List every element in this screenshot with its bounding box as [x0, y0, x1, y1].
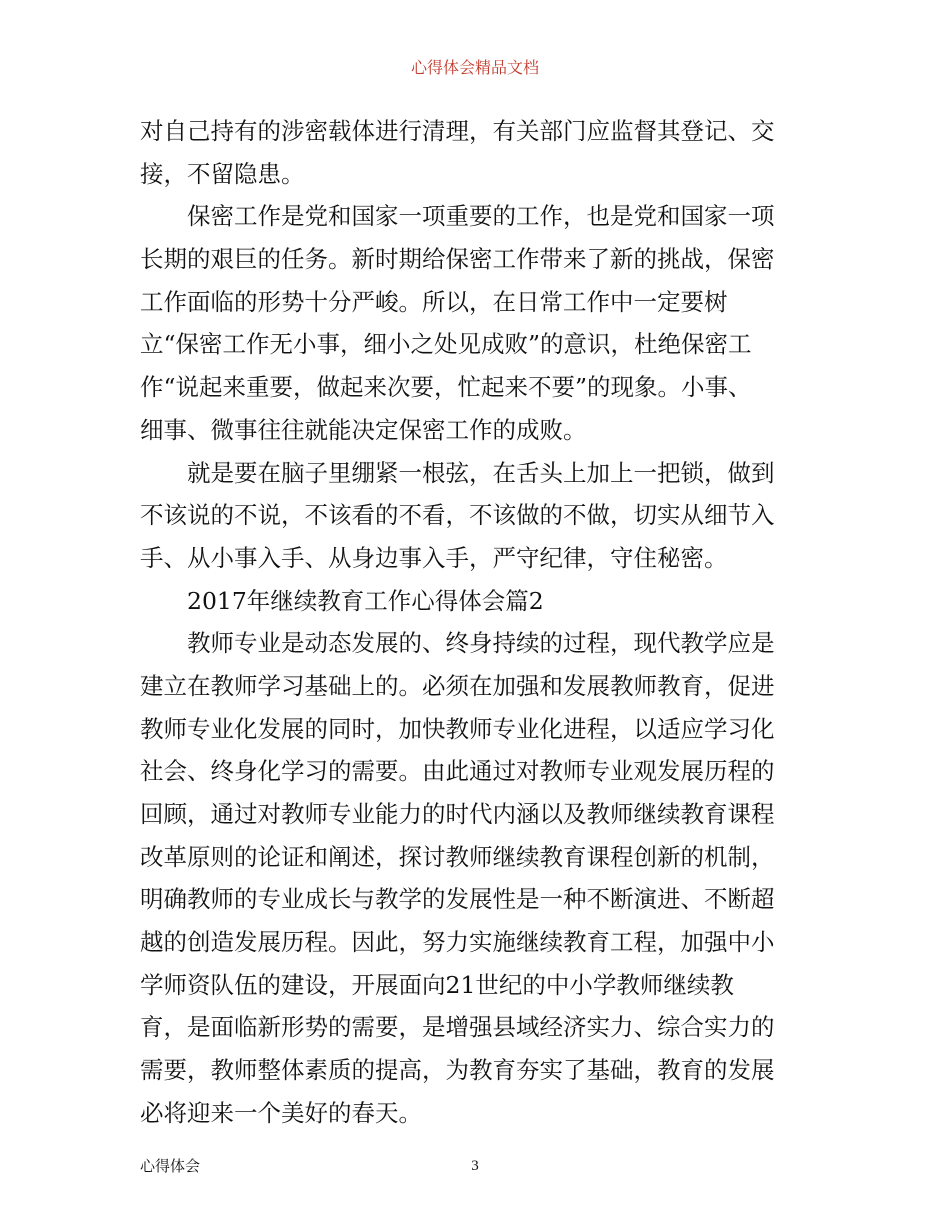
text-line: 建立在教师学习基础上的。必须在加强和发展教师教育，促进	[140, 671, 775, 700]
text-line: 育，是面临新形势的需要，是增强县域经济实力、综合实力的	[140, 1013, 775, 1042]
text-line: 接，不留隐患。	[140, 159, 305, 188]
section-heading: 2017年继续教育工作心得体会篇2	[187, 586, 544, 615]
text-line: 就是要在脑子里绷紧一根弦，在舌头上加上一把锁，做到	[187, 458, 775, 487]
text-line: 改革原则的论证和阐述，探讨教师继续教育课程创新的机制，	[140, 842, 775, 871]
text-line: 教师专业化发展的同时，加快教师专业化进程，以适应学习化	[140, 714, 775, 743]
text-line: 明确教师的专业成长与教学的发展性是一种不断演进、不断超	[140, 885, 775, 914]
text-line: 不该说的不说，不该看的不看，不该做的不做，切实从细节入	[140, 501, 775, 530]
footer-label: 心得体会	[140, 1157, 201, 1175]
text-line: 回顾，通过对教师专业能力的时代内涵以及教师继续教育课程	[140, 800, 775, 828]
document-header-title: 心得体会精品文档	[410, 58, 539, 77]
text-line: 手、从小事入手、从身边事入手，严守纪律，守住秘密。	[140, 543, 728, 572]
text-line: 教师专业是动态发展的、终身持续的过程，现代教学应是	[187, 629, 775, 658]
text-line: 越的创造发展历程。因此，努力实施继续教育工程，加强中小	[140, 928, 775, 957]
text-line: 立“保密工作无小事，细小之处见成败”的意识，杜绝保密工	[140, 330, 752, 359]
page-number: 3	[471, 1158, 479, 1174]
text-line: 作“说起来重要，做起来次要，忙起来不要”的现象。小事、	[140, 373, 752, 402]
text-line: 细事、微事往往就能决定保密工作的成败。	[140, 415, 587, 444]
text-line: 学师资队伍的建设，开展面向21世纪的中小学教师继续教	[140, 970, 734, 999]
text-line: 必将迎来一个美好的春天。	[140, 1098, 422, 1127]
text-line: 社会、终身化学习的需要。由此通过对教师专业观发展历程的	[140, 757, 775, 786]
text-line: 长期的艰巨的任务。新时期给保密工作带来了新的挑战，保密	[140, 245, 775, 274]
text-line: 对自己持有的涉密载体进行清理，有关部门应监督其登记、交	[140, 117, 775, 145]
text-line: 保密工作是党和国家一项重要的工作，也是党和国家一项	[187, 202, 775, 231]
text-line: 需要，教师整体素质的提高，为教育夯实了基础，教育的发展	[140, 1056, 775, 1085]
document-body	[140, 110, 810, 1135]
text-line: 工作面临的形势十分严峻。所以，在日常工作中一定要树	[140, 287, 728, 316]
